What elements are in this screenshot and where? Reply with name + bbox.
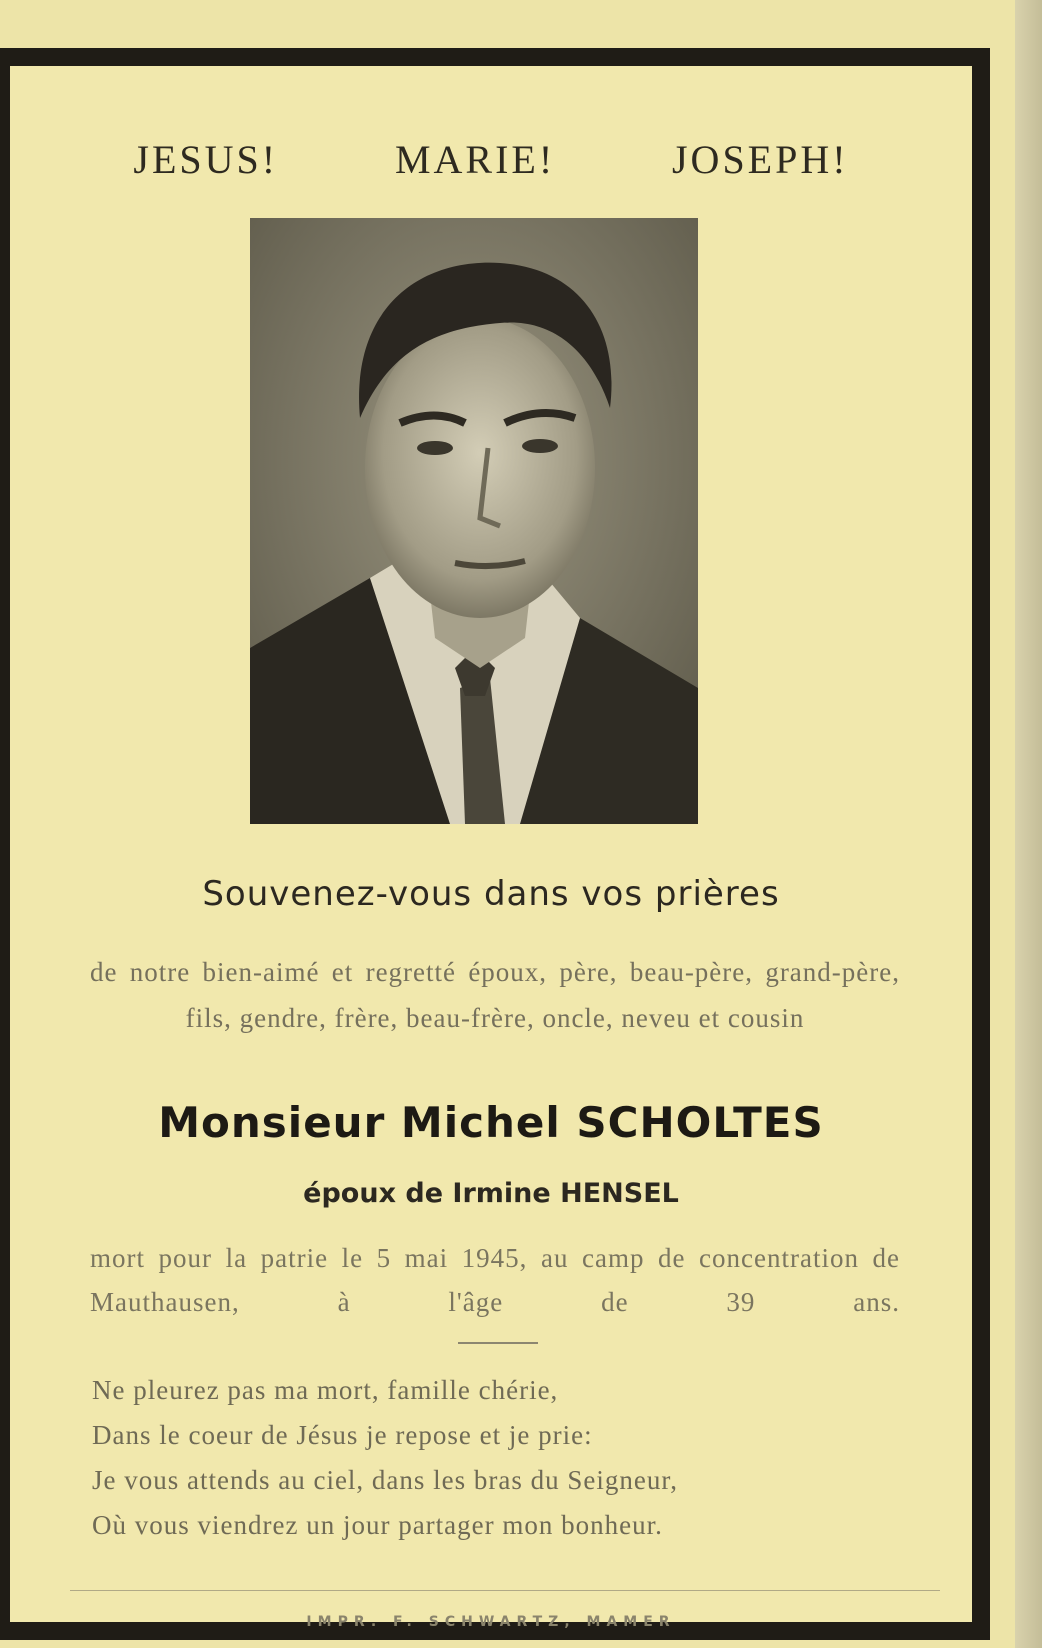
prayer-heading: Souvenez-vous dans vos prières [202, 874, 780, 914]
memorial-card [0, 48, 990, 1640]
deceased-name: Monsieur Michel SCHOLTES [158, 1098, 824, 1147]
poem-line: Dans le coeur de Jésus je repose et je prie: [92, 1420, 593, 1450]
poem-line: Où vous viendrez un jour partager mon bonheur. [92, 1510, 663, 1540]
printer-credit: IMPR. F. SCHWARTZ, MAMER [306, 1614, 676, 1630]
footer-rule [70, 1590, 940, 1591]
invocation-jesus: JESUS! [133, 137, 279, 182]
poem-line: Je vous attends au ciel, dans les bras du Seigneur, [92, 1465, 679, 1495]
invocation-joseph: JOSEPH! [671, 137, 849, 182]
portrait-photo [250, 218, 698, 824]
poem [92, 1368, 912, 1548]
invocation-marie: MARIE! [394, 137, 556, 182]
portrait-icon [250, 218, 698, 824]
spouse-line: époux de Irmine HENSEL [303, 1178, 679, 1209]
invocation [10, 136, 972, 183]
poem-line: Ne pleurez pas ma mort, famille chérie, [92, 1375, 559, 1405]
death-notice: mort pour la patrie le 5 mai 1945, au camp de concentration de Mauthausen, à l'âge de 39 ans. [90, 1243, 900, 1317]
page-edge [1015, 0, 1042, 1648]
relations-text: de notre bien-aimé et regretté époux, père, beau-père, grand-père, fils, gendre, frère, beau-frère, oncle, neveu et cousin [90, 957, 900, 1033]
divider [458, 1342, 538, 1344]
